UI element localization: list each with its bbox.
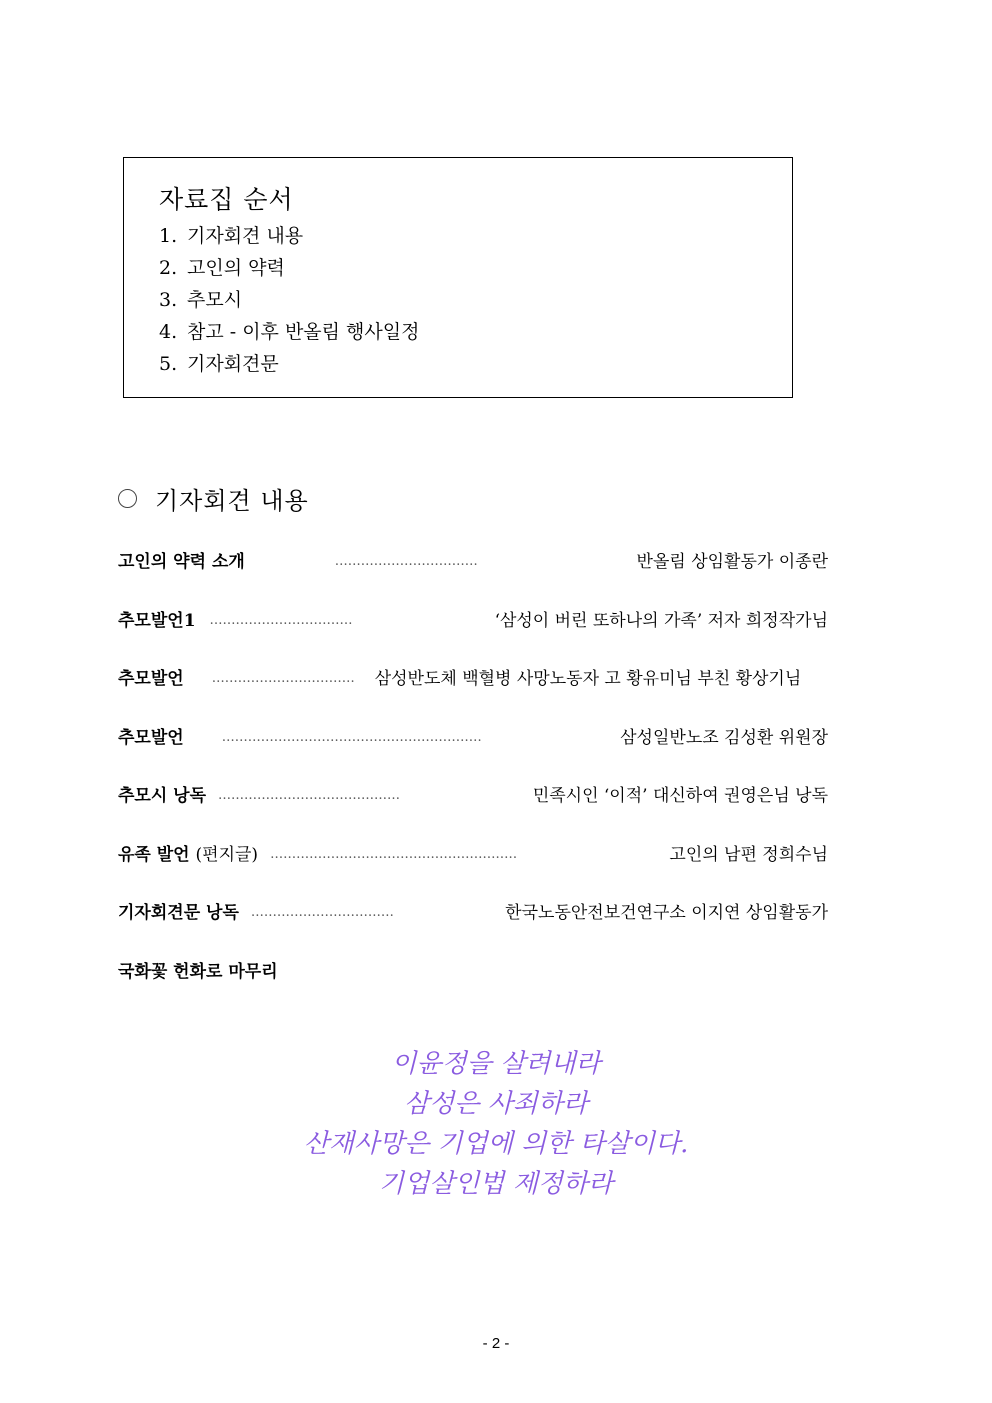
program-label: 추모발언 (118, 669, 184, 689)
toc-item-text: 기자회견문 (187, 353, 279, 375)
program-label: 국화꽃 헌화로 마무리 (118, 961, 278, 982)
slogan-line: 산재사망은 기업에 의한 타살이다. (303, 1129, 689, 1159)
program-speaker: 민족시인 ‘이적’ 대신하여 권영은님 낭독 (532, 786, 828, 806)
toc-item-text: 추모시 (187, 289, 243, 311)
program-label: 추모발언1 (118, 610, 196, 631)
leader-dots: …………………………… (334, 554, 478, 569)
toc-item-number: 2. (159, 257, 178, 279)
toc-item-number: 3. (159, 289, 178, 311)
toc-item (159, 350, 419, 382)
leader-dots: …………………………………………………… (221, 729, 482, 745)
toc-item-number: 1. (159, 225, 178, 247)
program-speaker: 반올림 상임활동가 이종란 (636, 552, 828, 572)
leader-dots: ………………………………………………… (270, 846, 518, 862)
program-row (118, 839, 828, 898)
program-label: 고인의 약력 소개 (118, 552, 245, 572)
page-number: - 2 - (482, 1335, 510, 1352)
leader-dots: …………………………………… (218, 788, 401, 803)
toc-item (159, 254, 419, 286)
program-row (118, 605, 828, 664)
program-label: 추모시 낭독 (118, 786, 207, 806)
program-row (118, 780, 828, 839)
program-row (118, 663, 828, 722)
program-label-note: (편지글) (195, 844, 259, 865)
slogan-line: 이윤정을 살려내라 (391, 1049, 601, 1079)
toc-item (159, 318, 419, 350)
program-speaker: 삼성일반노조 김성환 위원장 (620, 727, 828, 748)
toc-item-text: 고인의 약력 (187, 257, 285, 279)
section-heading (118, 482, 309, 514)
program-row (118, 956, 828, 1015)
toc-item-number: 5. (159, 353, 178, 375)
section-title: 기자회견 내용 (155, 486, 309, 515)
program-speaker: 한국노동안전보건연구소 이지연 상임활동가 (505, 903, 828, 923)
toc-box (123, 157, 793, 398)
toc-item (159, 222, 419, 254)
toc-list (159, 222, 419, 382)
program-row (118, 546, 828, 605)
toc-title: 자료집 순서 (159, 185, 294, 214)
leader-dots: …………………………… (250, 905, 394, 920)
program-speaker: ‘삼성이 버린 또하나의 가족’ 저자 희정작가님 (494, 610, 828, 631)
slogans (0, 1044, 992, 1204)
program-speaker: 삼성반도체 백혈병 사망노동자 고 황유미님 부친 황상기님 (374, 669, 802, 689)
program-label: 기자회견문 낭독 (118, 903, 239, 923)
program-label: 유족 발언 (편지글) (118, 844, 259, 865)
slogan-line: 삼성은 사죄하라 (403, 1089, 589, 1119)
program-row (118, 897, 828, 956)
toc-item-number: 4. (159, 321, 178, 343)
program-speaker: 고인의 남편 정희수님 (669, 844, 828, 865)
slogan-line: 기업살인법 제정하라 (378, 1169, 614, 1199)
circle-bullet-icon (118, 489, 137, 508)
leader-dots: …………………………… (209, 612, 353, 628)
toc-item (159, 286, 419, 318)
leader-dots: …………………………… (211, 671, 355, 686)
program-row (118, 722, 828, 781)
toc-item-text: 기자회견 내용 (187, 225, 304, 247)
program-list (118, 546, 828, 1014)
program-label: 추모발언 (118, 727, 184, 748)
toc-item-text: 참고 - 이후 반올림 행사일정 (187, 321, 420, 343)
